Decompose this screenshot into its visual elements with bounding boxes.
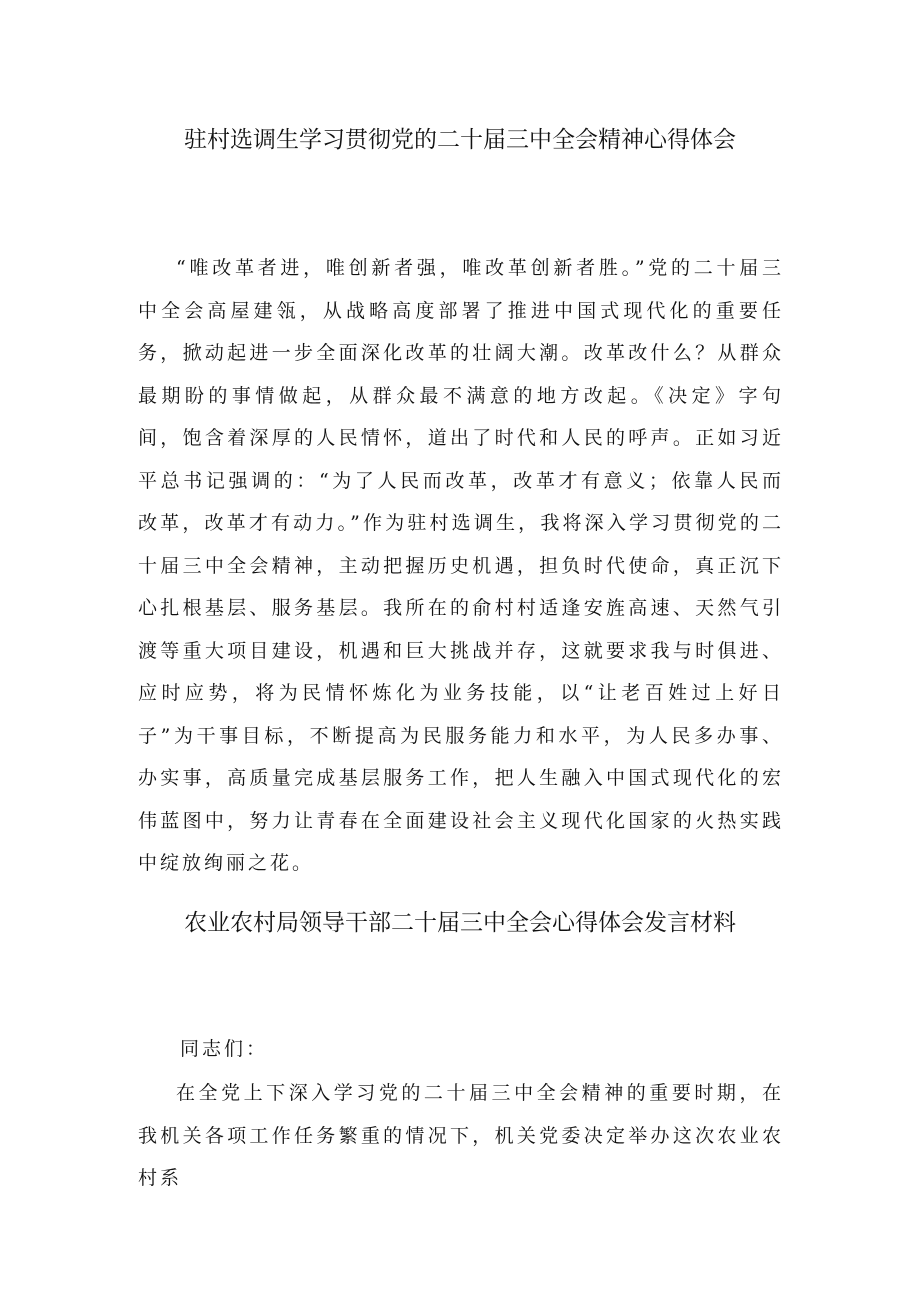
speech-body-paragraph: 在全党上下深入学习党的二十届三中全会精神的重要时期，在我机关各项工作任务繁重的情况下，机关党委决定举办这次农业农村系 [138,1082,784,1189]
speech-title: 农业农村局领导干部二十届三中全会心得体会发言材料 [184,910,736,936]
article-title: 驻村选调生学习贯彻党的二十届三中全会精神心得体会 [184,127,736,153]
article-body-paragraph: “唯改革者进，唯创新者强，唯改革创新者胜。”党的二十届三中全会高屋建瓴，从战略高度部署了推进中国式现代化的重要任务，掀动起进一步全面深化改革的壮阔大潮。改革改什么？从群众最期盼的事情做起，从群众最不满意的地方改起。《决定》字句间，饱含着深厚的人民情怀，道出了时代和人民的呼声。正如习近平总书记强调的：“为了人民而改革，改革才有意义；依靠人民而改革，改革才有动力。”作为驻村选调生，我将深入学习贯彻党的二十届三中全会精神，主动把握历史机遇，担负时代使命，真正沉下心扎根基层、服务基层。我所在的俞村村适逢安旌高速、天然气引渡等重大项目建设，机遇和巨大挑战并存，这就要求我与时俱进、应时应势，将为民情怀炼化为业务技能，以“让老百姓过上好日子”为干事目标，不断提高为民服务能力和水平，为人民多办事、办实事，高质量完成基层服务工作，把人生融入中国式现代化的宏伟蓝图中，努力让青春在全面建设社会主义现代化国家的火热实践中绽放绚丽之花。 [138,257,784,874]
speech-greeting: 同志们： [180,1038,269,1060]
